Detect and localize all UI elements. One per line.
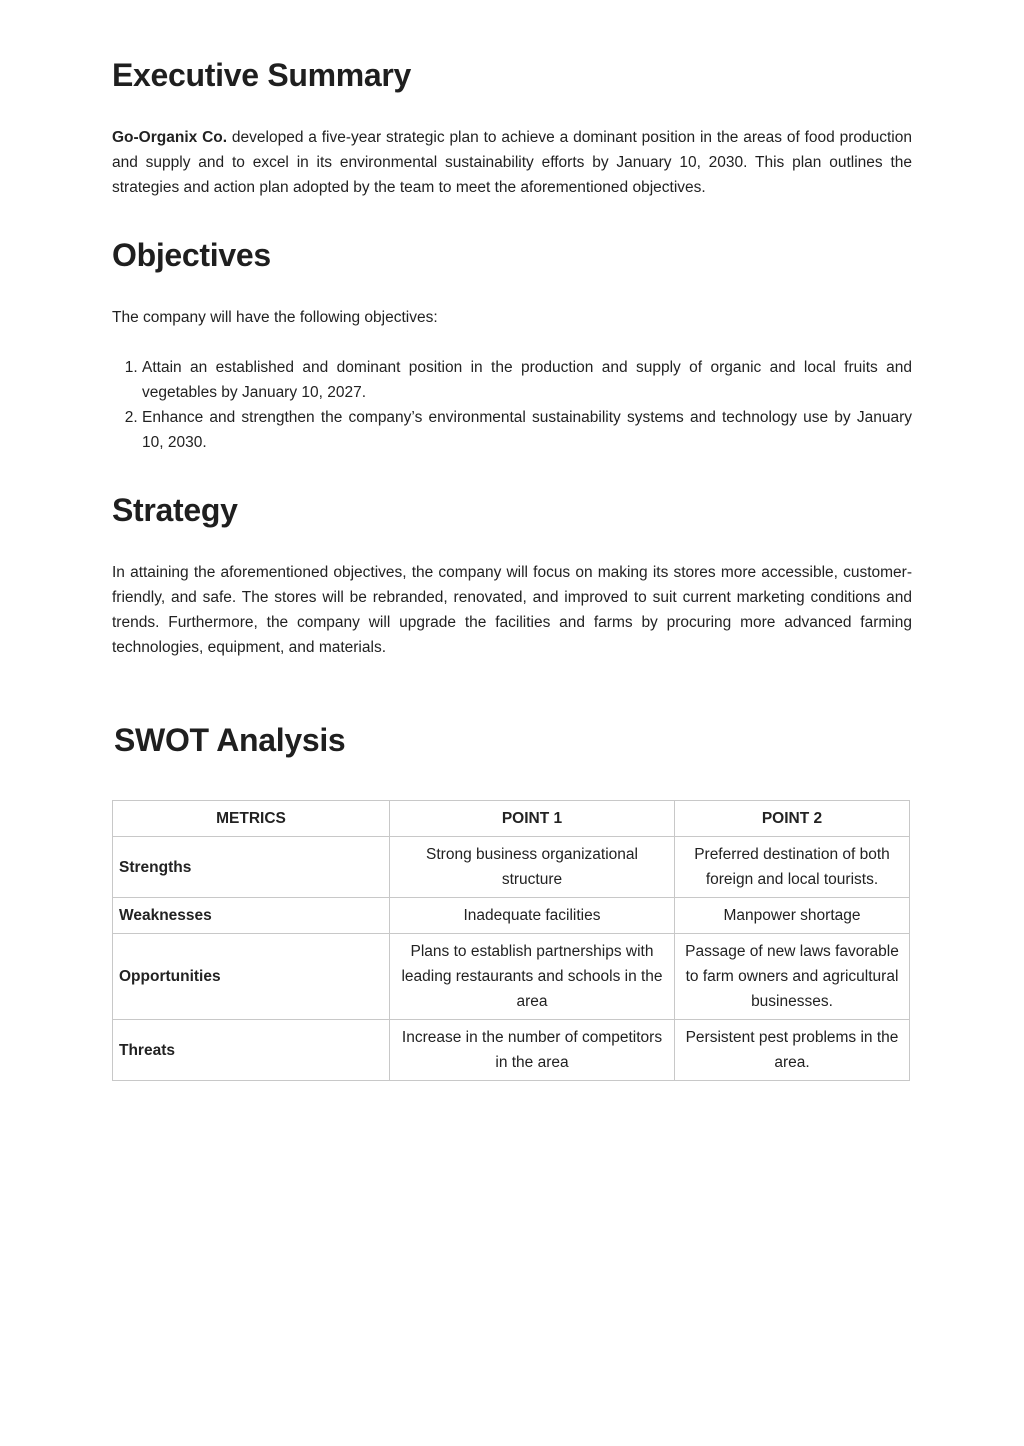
objectives-section <box>112 305 912 455</box>
table-row <box>113 898 910 934</box>
metric-strengths: Strengths <box>113 837 390 898</box>
company-name: Go-Organix Co. <box>112 129 228 146</box>
opportunities-point-1: Plans to establish partnerships with leading restaurants and schools in the area <box>390 934 675 1020</box>
swot-header-row <box>113 801 910 837</box>
swot-heading: SWOT Analysis <box>114 722 346 758</box>
table-row <box>113 1020 910 1081</box>
weaknesses-point-2: Manpower shortage <box>675 898 910 934</box>
strengths-point-2: Preferred destination of both foreign and local tourists. <box>675 837 910 898</box>
metric-threats: Threats <box>113 1020 390 1081</box>
metric-weaknesses: Weaknesses <box>113 898 390 934</box>
objectives-heading: Objectives <box>112 237 271 273</box>
strategy-paragraph: In attaining the aforementioned objectives, the company will focus on making its stores more accessible, customer-friendly, and safe. The stores will be rebranded, renovated, and improved to suit current marketing conditions and trends. Furthermore, the company will upgrade the facilities and farms by procuring more advanced farming technologies, equipment, and materials. <box>112 564 912 656</box>
swot-table <box>112 800 910 1081</box>
threats-point-1: Increase in the number of competitors in the area <box>390 1020 675 1081</box>
strategy-heading: Strategy <box>112 492 238 528</box>
threats-point-2: Persistent pest problems in the area. <box>675 1020 910 1081</box>
executive-summary-section <box>112 125 912 200</box>
column-header-metrics: METRICS <box>113 801 390 837</box>
objectives-list <box>112 355 912 455</box>
opportunities-point-2: Passage of new laws favorable to farm owners and agricultural businesses. <box>675 934 910 1020</box>
executive-summary-heading: Executive Summary <box>112 57 412 93</box>
table-row <box>113 837 910 898</box>
weaknesses-point-1: Inadequate facilities <box>390 898 675 934</box>
strategy-section <box>112 560 912 660</box>
table-row <box>113 934 910 1020</box>
objective-item-2: 2. Enhance and strengthen the company’s environmental sustainability systems and technology use by January 10, 2030. <box>142 405 912 455</box>
executive-summary-paragraph <box>112 125 912 200</box>
executive-summary-text: developed a five-year strategic plan to achieve a dominant position in the areas of food production and supply and to excel in its environmental sustainability efforts by January 10, 2030. This plan outlines the strategies and action plan adopted by the team to meet the aforementioned objectives. <box>112 129 912 196</box>
column-header-point-1: POINT 1 <box>390 801 675 837</box>
strengths-point-1: Strong business organizational structure <box>390 837 675 898</box>
objective-item-1: 1. Attain an established and dominant position in the production and supply of organic and local fruits and vegetables by January 10, 2027. <box>142 355 912 405</box>
column-header-point-2: POINT 2 <box>675 801 910 837</box>
metric-opportunities: Opportunities <box>113 934 390 1020</box>
objectives-intro: The company will have the following objectives: <box>112 309 438 326</box>
